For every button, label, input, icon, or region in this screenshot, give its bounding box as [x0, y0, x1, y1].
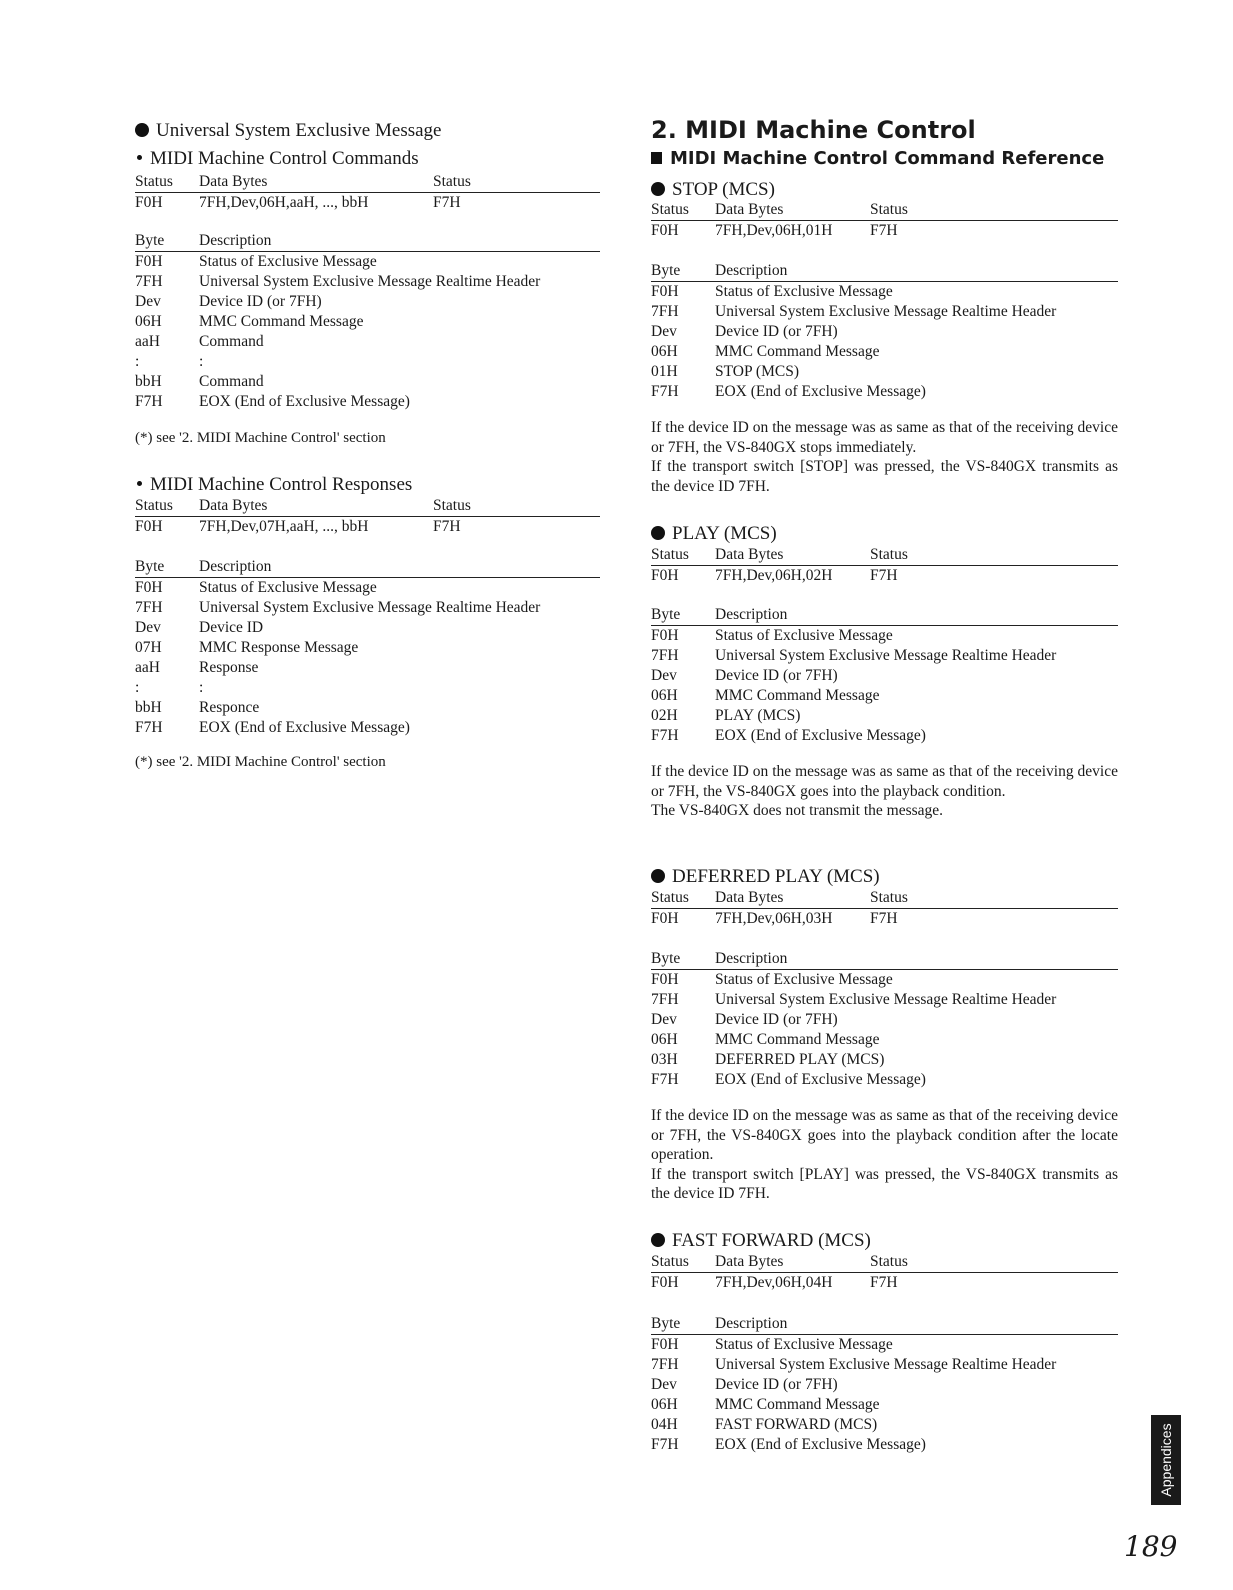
table-row: 7FH Universal System Exclusive Message Realtime Header	[651, 1356, 1057, 1373]
table-row: Dev Device ID (or 7FH)	[135, 293, 322, 310]
table-row: F7H EOX (End of Exclusive Message)	[135, 393, 410, 410]
section-subtitle: MIDI Machine Control Command Reference	[651, 148, 1104, 169]
table-row: 01H STOP (MCS)	[651, 363, 799, 380]
play-format-table	[651, 545, 1118, 586]
table-row: 06H MMC Command Message	[651, 687, 880, 704]
table-row: 07H MMC Response Message	[135, 639, 359, 656]
mmc-responses-heading: MIDI Machine Control Responses	[137, 474, 412, 496]
table-row: 7FH Universal System Exclusive Message Realtime Header	[651, 991, 1057, 1008]
table-row: F7H EOX (End of Exclusive Message)	[651, 1436, 926, 1453]
format-table-header: Status Data Bytes Status	[651, 888, 1118, 909]
table-row: F0H Status of Exclusive Message	[651, 283, 893, 300]
table-row: F0H 7FH,Dev,06H,04H F7H	[651, 1274, 898, 1291]
deferred-play-description: If the device ID on the message was as same as that of the receiving device or 7FH, the VS-840GX goes into the playback condition after the locate operation. If the transport switch [PLAY] was pressed, the VS-840GX transmits as the device ID 7FH.	[651, 1107, 1118, 1202]
side-tab-label: Appendices	[1158, 1423, 1174, 1497]
desc-table-header	[135, 231, 600, 252]
table-row: F7H EOX (End of Exclusive Message)	[651, 1071, 926, 1088]
mmc-commands-desc-table	[135, 231, 600, 412]
play-description: If the device ID on the message was as same as that of the receiving device or 7FH, the VS-840GX goes into the playback condition. The VS-840GX does not transmit the message.	[651, 763, 1118, 819]
play-heading: PLAY (MCS)	[651, 523, 777, 545]
table-row: 7FH Universal System Exclusive Message Realtime Header	[135, 599, 541, 616]
format-table-header: Status Data Bytes Status	[651, 200, 1118, 221]
table-row: F0H 7FH,Dev,06H,03H F7H	[651, 910, 898, 927]
stop-heading: STOP (MCS)	[651, 179, 775, 201]
table-row: aaH Command	[135, 333, 264, 350]
table-row: 7FH Universal System Exclusive Message Realtime Header	[651, 303, 1057, 320]
col-byte: Byte	[135, 232, 165, 249]
deferred-play-desc-table	[651, 949, 1118, 1090]
bullet-icon	[651, 182, 665, 196]
table-row: 06H MMC Command Message	[651, 343, 880, 360]
mmc-commands-heading: MIDI Machine Control Commands	[137, 148, 419, 170]
mmc-commands-format-table	[135, 172, 600, 213]
col-data-bytes: Data Bytes	[199, 173, 268, 190]
stop-desc-table	[651, 261, 1118, 402]
table-row: 02H PLAY (MCS)	[651, 707, 801, 724]
small-bullet-icon	[137, 155, 142, 160]
deferred-play-heading: DEFERRED PLAY (MCS)	[651, 866, 880, 888]
table-row: F0H 7FH,Dev,07H,aaH, ..., bbH F7H	[135, 518, 461, 535]
responses-note: (*) see '2. MIDI Machine Control' section	[135, 754, 386, 770]
play-desc-table	[651, 605, 1118, 746]
section-title: 2. MIDI Machine Control	[651, 116, 976, 144]
col-description: Description	[199, 232, 272, 249]
fast-forward-desc-table	[651, 1314, 1118, 1455]
table-row: F7H EOX (End of Exclusive Message)	[651, 727, 926, 744]
bullet-icon	[135, 123, 149, 137]
table-row: F7H EOX (End of Exclusive Message)	[651, 383, 926, 400]
stop-description: If the device ID on the message was as same as that of the receiving device or 7FH, the VS-840GX stops immediately. If the transport switch [STOP] was pressed, the VS-840GX transmits as the device ID 7FH.	[651, 419, 1118, 495]
table-row: 06H MMC Command Message	[651, 1396, 880, 1413]
format-table-header	[135, 172, 600, 193]
table-row: F0H Status of Exclusive Message	[651, 627, 893, 644]
table-row: Dev Device ID (or 7FH)	[651, 1376, 838, 1393]
desc-table-header: Byte Description	[651, 949, 1118, 970]
table-row: Dev Device ID	[135, 619, 264, 636]
table-row: 7FH Universal System Exclusive Message Realtime Header	[135, 273, 541, 290]
table-row: 7FH Universal System Exclusive Message Realtime Header	[651, 647, 1057, 664]
page-number: 189	[1124, 1530, 1178, 1563]
table-row: 03H DEFERRED PLAY (MCS)	[651, 1051, 885, 1068]
table-row: : :	[135, 679, 204, 696]
format-table-header: Status Data Bytes Status	[651, 545, 1118, 566]
stop-format-table	[651, 200, 1118, 241]
table-row: F0H Status of Exclusive Message	[651, 971, 893, 988]
format-table-header: Status Data Bytes Status	[651, 1252, 1118, 1273]
table-row: F0H Status of Exclusive Message	[135, 253, 377, 270]
table-row: bbH Command	[135, 373, 264, 390]
table-row: : :	[135, 353, 204, 370]
fast-forward-format-table	[651, 1252, 1118, 1293]
deferred-play-format-table	[651, 888, 1118, 929]
table-row: 04H FAST FORWARD (MCS)	[651, 1416, 878, 1433]
desc-table-header: Byte Description	[651, 261, 1118, 282]
format-table-header: Status Data Bytes Status	[135, 496, 600, 517]
table-row: F0H 7FH,Dev,06H,02H F7H	[651, 567, 898, 584]
universal-sysex-heading: Universal System Exclusive Message	[135, 120, 441, 142]
fast-forward-heading: FAST FORWARD (MCS)	[651, 1230, 871, 1252]
table-row: Dev Device ID (or 7FH)	[651, 323, 838, 340]
table-row: F0H Status of Exclusive Message	[135, 579, 377, 596]
table-row: bbH Responce	[135, 699, 260, 716]
small-bullet-icon	[137, 481, 142, 486]
desc-table-header: Byte Description	[135, 557, 600, 578]
mmc-responses-format-table	[135, 496, 600, 537]
bullet-icon	[651, 526, 665, 540]
mmc-responses-desc-table	[135, 557, 600, 738]
table-row: F7H EOX (End of Exclusive Message)	[135, 719, 410, 736]
table-row: F0H 7FH,Dev,06H,aaH, ..., bbH F7H	[135, 194, 461, 211]
table-row: F0H Status of Exclusive Message	[651, 1336, 893, 1353]
table-row: Dev Device ID (or 7FH)	[651, 1011, 838, 1028]
square-bullet-icon	[651, 152, 662, 164]
bullet-icon	[651, 1233, 665, 1247]
commands-note: (*) see '2. MIDI Machine Control' section	[135, 430, 386, 446]
col-status: Status	[135, 173, 173, 190]
desc-table-header: Byte Description	[651, 1314, 1118, 1335]
table-row: F0H 7FH,Dev,06H,01H F7H	[651, 222, 898, 239]
table-row: 06H MMC Command Message	[135, 313, 364, 330]
desc-table-header: Byte Description	[651, 605, 1118, 626]
col-status-end: Status	[433, 173, 471, 190]
table-row: Dev Device ID (or 7FH)	[651, 667, 838, 684]
appendices-side-tab	[1151, 1415, 1181, 1505]
table-row: 06H MMC Command Message	[651, 1031, 880, 1048]
bullet-icon	[651, 869, 665, 883]
table-row: aaH Response	[135, 659, 259, 676]
